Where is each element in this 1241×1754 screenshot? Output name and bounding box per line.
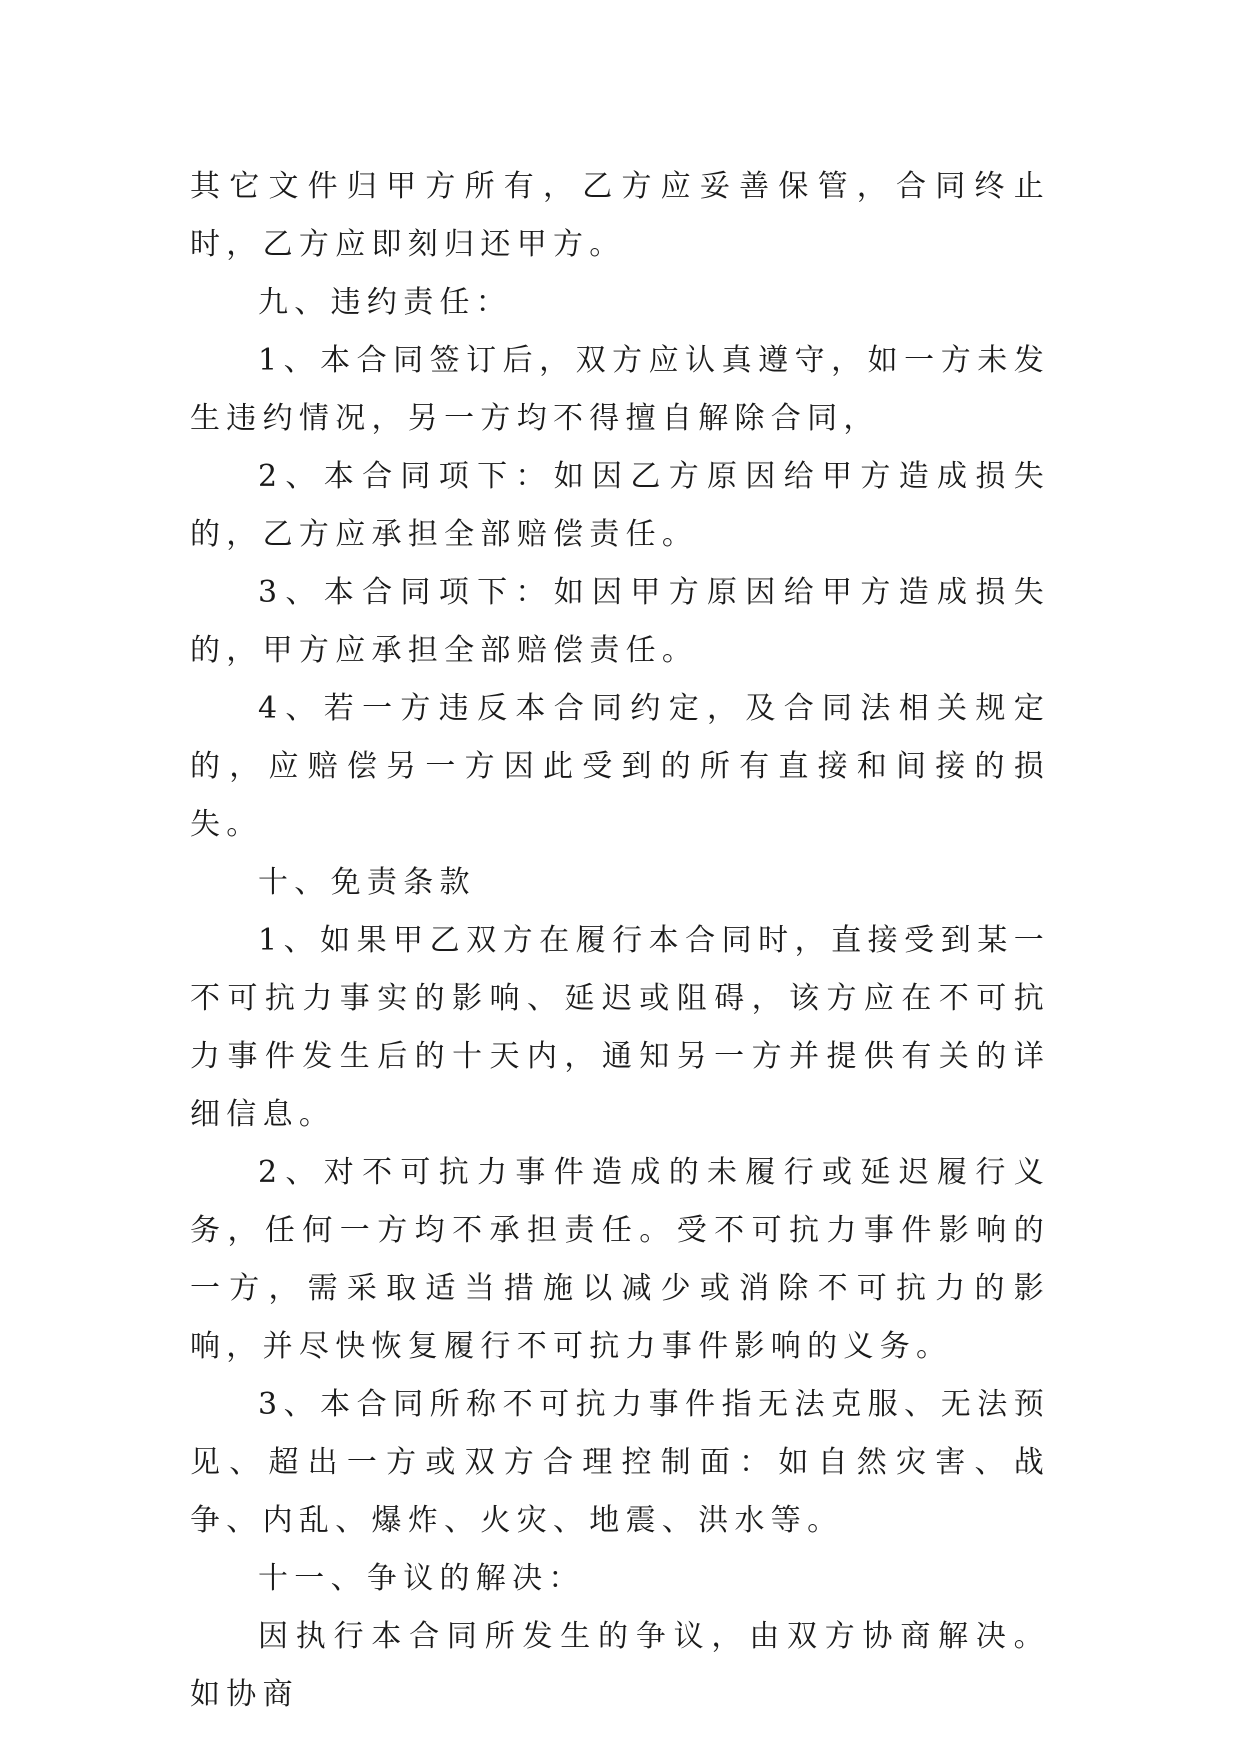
paragraph-9-4: 4、若一方违反本合同约定，及合同法相关规定的，应赔偿另一方因此受到的所有直接和间接的损失。: [190, 691, 1050, 842]
paragraph-9-1: 1、本合同签订后，双方应认真遵守，如一方未发生违约情况，另一方均不得擅自解除合同，: [190, 343, 1050, 436]
paragraph-11-1: 因执行本合同所发生的争议，由双方协商解决。如协商: [190, 1619, 1050, 1712]
paragraph-9-2: 2、本合同项下：如因乙方原因给甲方造成损失的，乙方应承担全部赔偿责任。: [190, 459, 1050, 552]
paragraph-10-3: 3、本合同所称不可抗力事件指无法克服、无法预见、超出一方或双方合理控制面：如自然灾害、战争、内乱、爆炸、火灾、地震、洪水等。: [190, 1387, 1050, 1538]
section-heading-10: 十、免责条款: [258, 865, 476, 900]
section-heading-11: 十一、争议的解决：: [258, 1561, 585, 1596]
section-heading-9: 九、违约责任：: [258, 285, 513, 320]
paragraph-9-3: 3、本合同项下：如因甲方原因给甲方造成损失的，甲方应承担全部赔偿责任。: [190, 575, 1050, 668]
document-body: [190, 158, 1050, 1724]
paragraph-1: 其它文件归甲方所有，乙方应妥善保管，合同终止时，乙方应即刻归还甲方。: [190, 169, 1050, 262]
paragraph-10-2: 2、对不可抗力事件造成的未履行或延迟履行义务，任何一方均不承担责任。受不可抗力事件影响的一方，需采取适当措施以减少或消除不可抗力的影响，并尽快恢复履行不可抗力事件影响的义务。: [190, 1155, 1050, 1364]
paragraph-10-1: 1、如果甲乙双方在履行本合同时，直接受到某一不可抗力事实的影响、延迟或阻碍，该方应在不可抗力事件发生后的十天内，通知另一方并提供有关的详细信息。: [190, 923, 1050, 1132]
